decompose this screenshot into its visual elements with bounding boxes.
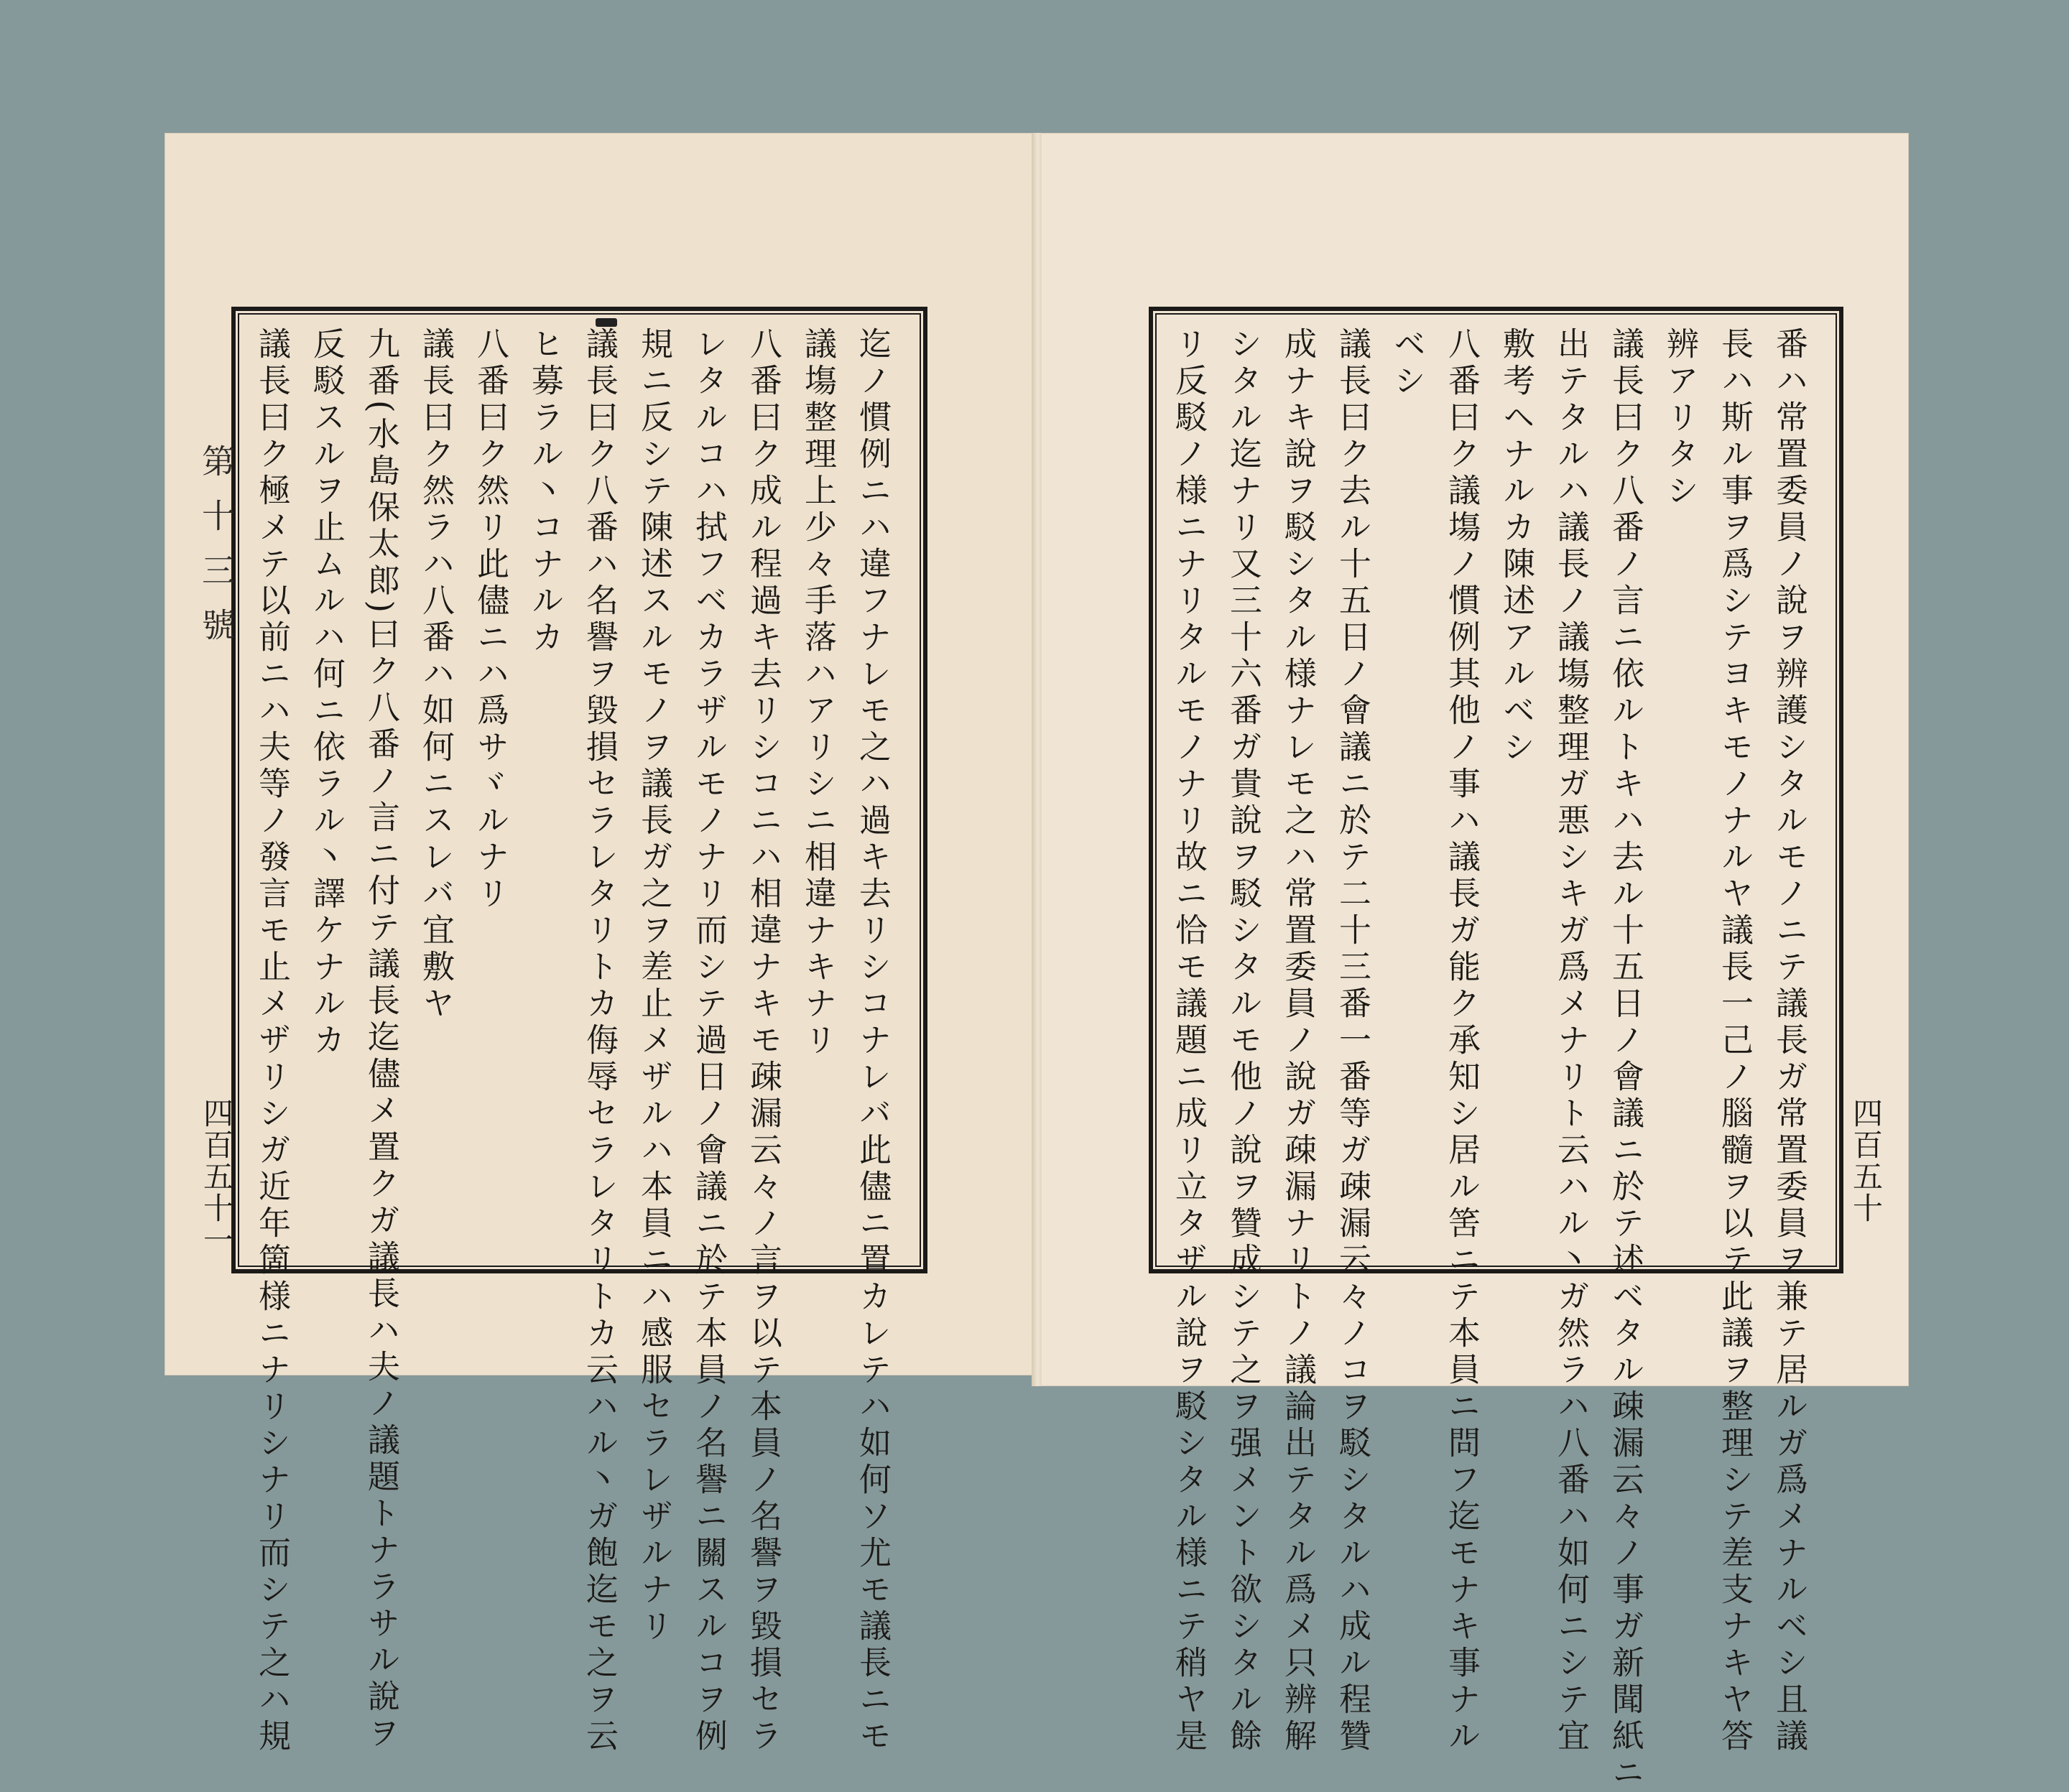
text-column: 迄ノ慣例ニハ違フナレモ之ハ過キ去リシコナレバ此儘ニ置カレテハ如何ソ尤モ議長ニモ (853, 327, 892, 1755)
page-number-right: 四百五十 (1848, 1097, 1884, 1224)
text-column: 辨アリタシ (1661, 327, 1699, 510)
text-column: 番ハ常置委員ノ說ヲ辨護シタルモノニテ議長ガ常置委員ヲ兼テ居ルガ爲メナルベシ且議 (1770, 327, 1808, 1755)
text-column: 反駁スルヲ止ムルハ何ニ依ラル丶譯ケナルカ (307, 327, 346, 1059)
issue-title: 第十三號 (197, 444, 236, 662)
text-column: 成ナキ說ヲ駁シタル様ナレモ之ハ常置委員ノ說ガ疎漏ナリトノ議論出テタル爲メ只辨解 (1279, 327, 1317, 1755)
text-column: 議長曰ク八番ハ名譽ヲ毀損セラレタリトカ侮辱セラレタリトカ云ハル丶ガ飽迄モ之ヲ云 (580, 327, 619, 1755)
page-number-left: 四百五十一 (199, 1097, 234, 1255)
text-column: 長ハ斯ル事ヲ爲シテヨキモノナルヤ議長一己ノ腦髓ヲ以テ此議ヲ整理シテ差支ナキヤ答 (1716, 327, 1754, 1755)
text-column: 規ニ反シテ陳述スルモノヲ議長ガ之ヲ差止メザルハ本員ニハ感服セラレザルナリ (635, 327, 673, 1645)
text-column: シタル迄ナリ又三十六番ガ貴說ヲ駁シタルモ他ノ說ヲ贊成シテ之ヲ强メント欲シタル餘 (1224, 327, 1262, 1755)
text-column: 八番曰ク然リ此儘ニハ爲サヾルナリ (471, 327, 509, 913)
text-column: 議長曰ク極メテ以前ニハ夫等ノ發言モ止メザリシガ近年箇様ニナリシナリ而シテ之ハ規 (253, 327, 291, 1755)
text-column: 八番曰ク成ル程過キ去リシコニハ相違ナキモ疎漏云々ノ言ヲ以テ本員ノ名譽ヲ毀損セラ (744, 327, 782, 1755)
text-column: 議長曰ク去ル十五日ノ會議ニ於テ二十三番一番等ガ疎漏云々ノコヲ駁シタルハ成ル程贊 (1333, 327, 1371, 1755)
text-column: 議長曰ク然ラハ八番ハ如何ニスレバ宜敷ヤ (417, 327, 455, 1023)
text-column: 九番(水島保太郎)曰ク八番ノ言ニ付テ議長迄儘メ置クガ議長ハ夫ノ議題トナラサル說ヲ (362, 327, 400, 1753)
text-column: レタルコハ拭フベカラザルモノナリ而シテ過日ノ會議ニ於テ本員ノ名譽ニ關スルコヲ例 (690, 327, 728, 1755)
text-column: 議塲整理上少々手落ハアリシニ相違ナキナリ (799, 327, 837, 1059)
text-column: 八番曰ク議塲ノ慣例其他ノ事ハ議長ガ能ク承知シ居ル筈ニテ本員ニ問フ迄モナキ事ナル (1443, 327, 1481, 1755)
book-gutter (1032, 133, 1042, 1386)
text-column: 出テタルハ議長ノ議塲整理ガ悪シキガ爲メナリト云ハル丶ガ然ラハ八番ハ如何ニシテ宜 (1552, 327, 1590, 1755)
ink-blot (596, 318, 617, 327)
text-column: ベシ (1388, 327, 1426, 400)
text-column: ヒ募ラル丶コナルカ (526, 327, 564, 656)
text-column: リ反駁ノ様ニナリタルモノナリ故ニ恰モ議題ニ成リ立タザル說ヲ駁シタル様ニテ稍ヤ是 (1170, 327, 1208, 1755)
text-column: 議長曰ク八番ノ言ニ依ルトキハ去ル十五日ノ會議ニ於テ述ベタル疎漏云々ノ事ガ新聞紙ニ (1606, 327, 1644, 1792)
text-column: 敷考ヘナルカ陳述アルベシ (1497, 327, 1535, 766)
